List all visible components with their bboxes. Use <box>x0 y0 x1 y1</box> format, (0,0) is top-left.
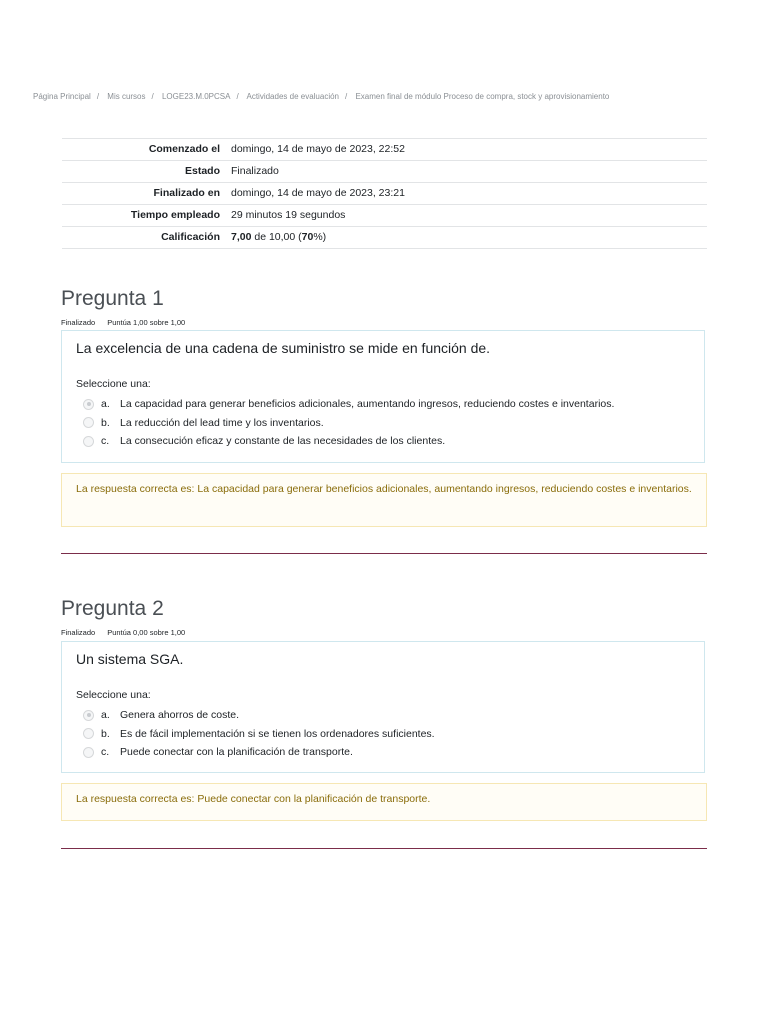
breadcrumb-separator: / <box>96 92 100 101</box>
question-1-status: Finalizado <box>61 318 96 327</box>
finished-label: Finalizado en <box>62 183 231 205</box>
question-2-meta <box>61 628 185 637</box>
question-2-score: Puntúa 0,00 sobre 1,00 <box>107 628 186 637</box>
grade-score: 7,00 <box>231 231 252 243</box>
finished-value: domingo, 14 de mayo de 2023, 23:21 <box>231 183 707 205</box>
option-text: La capacidad para generar beneficios adicionales, aumentando ingresos, reduciendo costes e inventarios. <box>120 398 615 411</box>
question-1-text: La excelencia de una cadena de suministro se mide en función de. <box>76 340 491 356</box>
question-1-divider <box>61 553 707 554</box>
question-1-feedback: La respuesta correcta es: La capacidad para generar beneficios adicionales, aumentando ingresos, reduciendo costes e inventarios. <box>61 473 707 527</box>
summary-row-grade <box>62 227 707 249</box>
option-text: Es de fácil implementación si se tienen los ordenadores suficientes. <box>120 727 435 740</box>
question-2-feedback: La respuesta correcta es: Puede conectar con la planificación de transporte. <box>61 783 707 821</box>
question-2-divider <box>61 848 707 849</box>
question-2-option-b[interactable] <box>76 725 690 744</box>
breadcrumb-my-courses-link[interactable]: Mis cursos <box>107 92 146 101</box>
started-value: domingo, 14 de mayo de 2023, 22:52 <box>231 139 707 161</box>
question-1-option-b[interactable] <box>76 414 690 433</box>
question-1-prompt: Seleccione una: <box>76 378 151 390</box>
question-1-option-c[interactable] <box>76 432 690 451</box>
option-letter: c. <box>101 746 110 759</box>
question-2-prompt: Seleccione una: <box>76 689 151 701</box>
state-value: Finalizado <box>231 161 707 183</box>
question-2-box <box>61 641 705 773</box>
breadcrumb-separator: / <box>151 92 154 101</box>
summary-row-finished <box>62 183 707 205</box>
option-text: Puede conectar con la planificación de transporte. <box>120 746 353 759</box>
option-letter: b. <box>101 727 110 740</box>
radio-selected-icon[interactable] <box>83 399 94 410</box>
question-2-status: Finalizado <box>61 628 96 637</box>
summary-row-state <box>62 161 707 183</box>
breadcrumb-course-link[interactable]: LOGE23.M.0PCSA <box>161 92 231 101</box>
question-2-option-c[interactable] <box>76 743 690 762</box>
attempt-summary-table <box>62 138 707 249</box>
breadcrumb-exam-link[interactable]: Examen final de módulo Proceso de compra, stock y aprovisionamiento <box>355 92 610 101</box>
question-2-text: Un sistema SGA. <box>76 651 184 667</box>
question-1-option-a[interactable] <box>76 395 690 414</box>
question-2-option-a[interactable] <box>76 706 690 725</box>
radio-icon[interactable] <box>83 436 94 447</box>
question-1-box <box>61 330 705 463</box>
breadcrumb-separator: / <box>236 92 239 101</box>
question-1-title: Pregunta 1 <box>61 287 164 310</box>
summary-row-started <box>62 139 707 161</box>
breadcrumb <box>33 92 609 101</box>
question-1-score: Puntúa 1,00 sobre 1,00 <box>107 318 186 327</box>
question-1-meta <box>61 318 185 327</box>
radio-selected-icon[interactable] <box>83 710 94 721</box>
breadcrumb-home-link[interactable]: Página Principal <box>33 92 91 101</box>
option-letter: c. <box>101 435 110 448</box>
time-value: 29 minutos 19 segundos <box>231 205 707 227</box>
option-text: Genera ahorros de coste. <box>120 709 240 722</box>
grade-percent: 70 <box>301 231 314 243</box>
breadcrumb-activities-link[interactable]: Actividades de evaluación <box>246 92 339 101</box>
option-text: La reducción del lead time y los inventarios. <box>120 416 324 429</box>
option-text: La consecución eficaz y constante de las necesidades de los clientes. <box>120 435 446 448</box>
state-label: Estado <box>62 161 231 183</box>
grade-value <box>231 227 707 249</box>
radio-icon[interactable] <box>83 747 94 758</box>
option-letter: a. <box>101 709 110 722</box>
option-letter: b. <box>101 416 110 429</box>
grade-total: de 10,00 ( <box>251 231 302 243</box>
grade-label: Calificación <box>62 227 231 249</box>
option-letter: a. <box>101 398 110 411</box>
started-label: Comenzado el <box>62 139 231 161</box>
question-2-title: Pregunta 2 <box>61 597 164 620</box>
summary-row-time <box>62 205 707 227</box>
grade-end: %) <box>313 231 327 243</box>
radio-icon[interactable] <box>83 728 94 739</box>
time-label: Tiempo empleado <box>62 205 231 227</box>
breadcrumb-separator: / <box>345 92 348 101</box>
radio-icon[interactable] <box>83 417 94 428</box>
